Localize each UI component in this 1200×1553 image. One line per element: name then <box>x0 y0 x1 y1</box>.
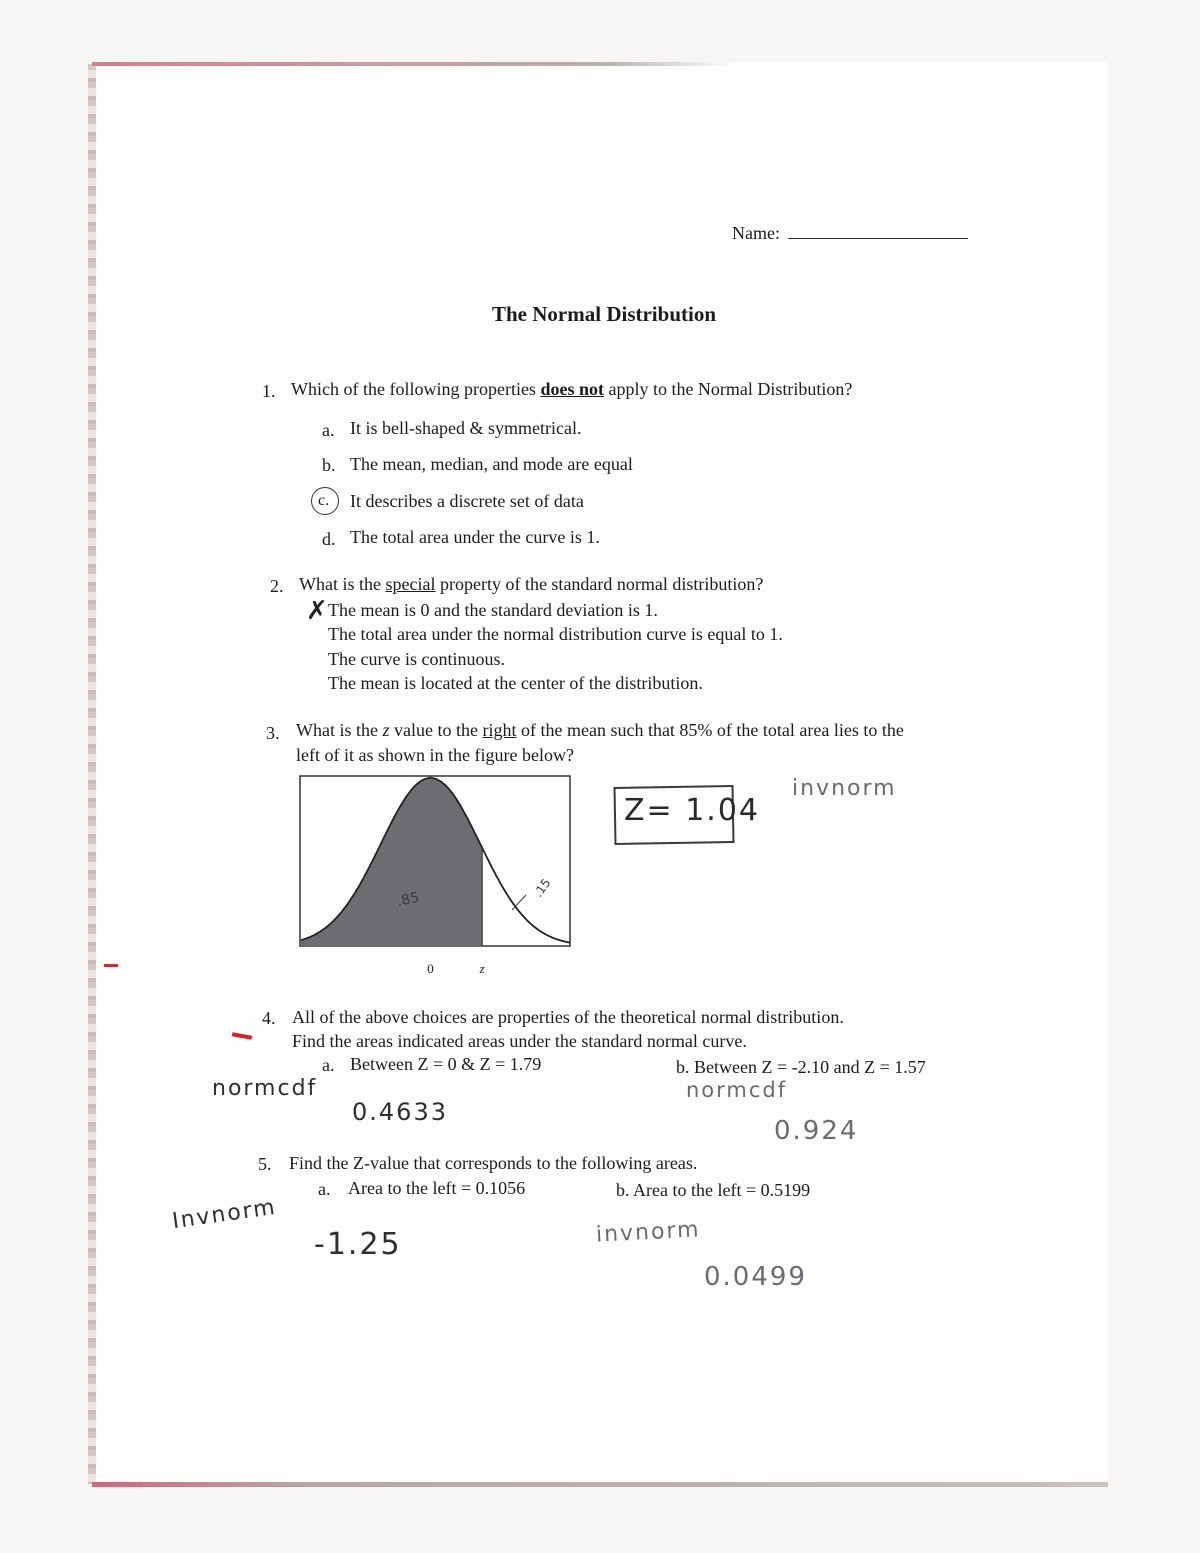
check-x-mark: ✗ <box>306 596 328 626</box>
q4-part-a-letter: a. <box>322 1055 335 1075</box>
q1-option-text: It describes a discrete set of data <box>350 491 584 511</box>
normal-curve-figure <box>298 770 574 980</box>
hand-method-q5a: Invnorm <box>170 1194 279 1235</box>
question-2-text: What is the special property of the standard normal distribution? <box>299 574 764 594</box>
question-1-text: Which of the following properties does not apply to the Normal Distribution? <box>291 379 853 399</box>
q1-option-text: It is bell-shaped & symmetrical. <box>350 418 582 438</box>
hand-method-q4a: normcdf <box>212 1076 318 1101</box>
q4-part-a-text: Between Z = 0 & Z = 1.79 <box>350 1054 542 1074</box>
q1-option-letter: a. <box>322 420 335 440</box>
tick-label-mean: 0 <box>427 961 434 976</box>
hand-answer-q4a: 0.4633 <box>352 1098 448 1126</box>
hand-method-q5b: invnorm <box>595 1217 702 1248</box>
q4-part-b-text: b. Between Z = -2.10 and Z = 1.57 <box>676 1057 926 1077</box>
question-5-text: Find the Z-value that corresponds to the following areas. <box>289 1153 698 1173</box>
name-field-line <box>788 238 968 239</box>
tick-label-z: z <box>479 961 485 976</box>
worksheet-page <box>92 62 1108 1486</box>
q1-option-letter: b. <box>322 455 336 475</box>
question-3-number: 3. <box>266 723 280 743</box>
hand-answer-q3: Z= 1.04 <box>624 793 761 828</box>
q2-option-text: The mean is located at the center of the distribution. <box>328 673 703 693</box>
question-4-text: All of the above choices are properties of the theoretical normal distribution. <box>292 1007 844 1027</box>
margin-mark <box>104 964 118 967</box>
hand-pointer <box>512 895 526 910</box>
q5-part-b-text: b. Area to the left = 0.5199 <box>616 1180 811 1200</box>
hand-method-q4b: normcdf <box>686 1078 788 1102</box>
q2-option-text: The curve is continuous. <box>328 649 505 669</box>
question-3-text-line2: left of it as shown in the figure below? <box>296 745 574 765</box>
hand-answer-q4b: 0.924 <box>774 1116 859 1146</box>
hand-area-left: .85 <box>395 889 421 910</box>
question-5-number: 5. <box>258 1154 272 1174</box>
q1-option-letter: d. <box>322 529 336 549</box>
q1-option-text: The total area under the curve is 1. <box>350 527 600 547</box>
hand-answer-q5b: 0.0499 <box>704 1262 807 1292</box>
paper-left-edge <box>88 64 96 1484</box>
question-2-number: 2. <box>270 576 284 596</box>
q5-part-a-text: Area to the left = 0.1056 <box>348 1178 526 1198</box>
q1-option-letter: c. <box>318 492 330 509</box>
q5-part-a-letter: a. <box>318 1179 331 1199</box>
q1-option-text: The mean, median, and mode are equal <box>350 454 633 474</box>
q2-option-text: The mean is 0 and the standard deviation is 1. <box>328 600 658 620</box>
hand-area-right: .15 <box>530 876 554 900</box>
q2-option-text: The total area under the normal distribution curve is equal to 1. <box>328 624 783 644</box>
paper-bottom-edge <box>92 1482 1108 1487</box>
page-title: The Normal Distribution <box>492 302 717 326</box>
hand-answer-q5a: -1.25 <box>314 1227 402 1262</box>
paper-top-edge <box>92 62 732 66</box>
question-1-number: 1. <box>262 381 276 401</box>
question-4-number: 4. <box>262 1008 276 1028</box>
question-4-text-line2: Find the areas indicated areas under the standard normal curve. <box>292 1031 747 1051</box>
shaded-area-left <box>301 778 482 946</box>
hand-method-q3: invnorm <box>792 776 897 801</box>
question-3-text: What is the z value to the right of the mean such that 85% of the total area lies to the <box>296 720 904 740</box>
name-label: Name: <box>732 223 780 243</box>
